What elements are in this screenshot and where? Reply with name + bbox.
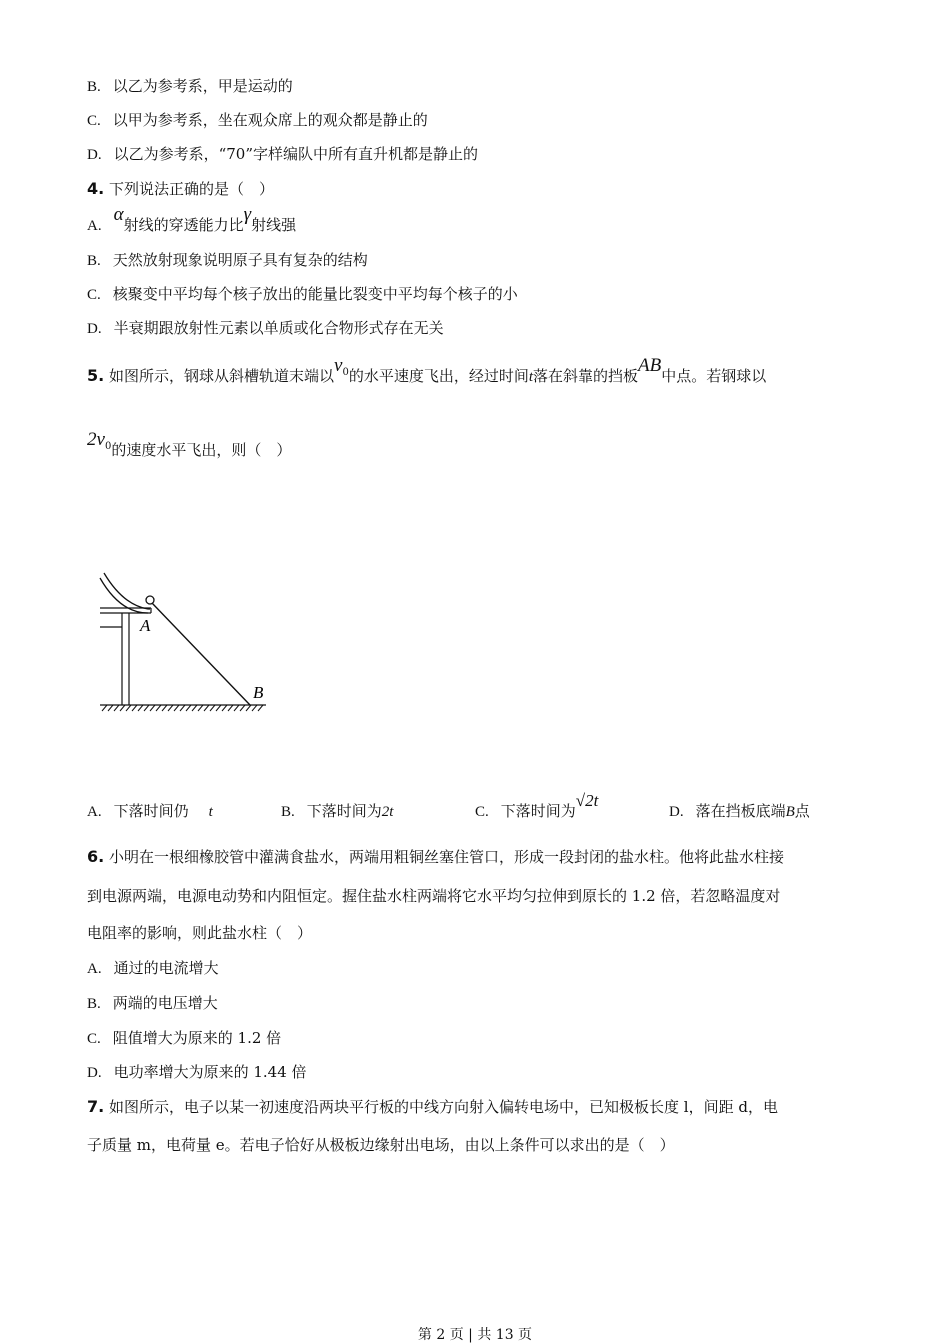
q4-option-a [87, 204, 297, 236]
option-letter: B. [87, 996, 101, 1012]
option-text: 天然放射现象说明原子具有复杂的结构 [112, 251, 368, 269]
gamma-symbol: γ [243, 204, 252, 225]
question-text: 中点。若钢球以 [661, 367, 767, 385]
option-text: 以甲为参考系，坐在观众席上的观众都是静止的 [112, 111, 428, 129]
option-text: 下落时间仍 [113, 802, 189, 820]
label-b: B [253, 683, 264, 702]
q6-option-b [87, 993, 218, 1014]
option-letter: C. [475, 804, 489, 820]
q5-stem-line1 [87, 355, 767, 393]
q4-option-b [87, 250, 368, 271]
option-text: 落在挡板底端 [695, 802, 786, 820]
option-letter: A. [87, 218, 102, 234]
option-text: 两端的电压增大 [112, 994, 218, 1012]
question-text: 小明在一根细橡胶管中灌满食盐水，两端用粗铜丝塞住管口，形成一段封闭的盐水柱。他将此盐水柱接 [109, 848, 785, 866]
q4-stem [87, 179, 274, 199]
option-letter: A. [87, 961, 102, 977]
ab-symbol: AB [638, 355, 662, 376]
question-number: 6. [87, 847, 105, 866]
subscript: 0 [104, 441, 112, 452]
q4-option-c [87, 284, 518, 305]
question-number: 5. [87, 366, 105, 385]
question-text: 的水平速度飞出，经过时间 [348, 367, 529, 385]
option-letter: D. [87, 321, 102, 337]
v0-symbol: v [334, 355, 343, 376]
option-text: 下落时间为 [306, 802, 382, 820]
option-text: 射线强 [251, 216, 297, 234]
q3-option-b [87, 76, 293, 97]
option-letter: D. [669, 804, 684, 820]
option-letter: B. [281, 804, 295, 820]
option-text: 射线的穿透能力比 [123, 216, 244, 234]
q5-option-b [281, 801, 393, 822]
subscript: 0 [342, 367, 349, 378]
option-math: B [785, 804, 795, 820]
2v0-symbol: 2v [87, 429, 105, 450]
option-text: 半衰期跟放射性元素以单质或化合物形式存在无关 [113, 319, 444, 337]
page-footer: 第 2 页 | 共 13 页 [417, 1327, 533, 1343]
ball [146, 596, 154, 604]
option-letter: D. [87, 147, 102, 163]
q3-option-d [87, 144, 478, 165]
question-text: 的速度水平飞出，则（ ） [111, 441, 292, 459]
label-a: A [140, 616, 151, 635]
option-text: 点 [794, 802, 810, 820]
question-text: 下列说法正确的是（ ） [109, 180, 275, 198]
question-number: 4. [87, 179, 105, 198]
q6-stem-line3 [87, 923, 312, 943]
option-text: 阻值增大为原来的 1.2 倍 [112, 1029, 282, 1047]
question-text: 电阻率的影响，则此盐水柱（ ） [87, 924, 313, 942]
question-text: 子质量 m，电荷量 e。若电子恰好从极板边缘射出电场，由以上条件可以求出的是（ ） [87, 1136, 675, 1154]
q5-option-c [475, 791, 599, 822]
alpha-symbol: α [113, 204, 124, 225]
q6-option-d [87, 1062, 307, 1083]
option-text: 电功率增大为原来的 1.44 倍 [113, 1063, 307, 1081]
question-number: 7. [87, 1097, 105, 1116]
option-letter: D. [87, 1065, 102, 1081]
option-text: 以乙为参考系，“70”字样编队中所有直升机都是静止的 [113, 145, 479, 163]
option-letter: B. [87, 79, 101, 95]
option-text: 通过的电流增大 [113, 959, 219, 977]
t-symbol: t [528, 369, 534, 385]
q6-option-c [87, 1028, 281, 1049]
question-text: 落在斜靠的挡板 [533, 367, 639, 385]
option-letter: A. [87, 804, 102, 820]
option-math: 2t [381, 804, 394, 820]
option-letter: C. [87, 287, 101, 303]
option-math: t [208, 804, 213, 820]
board-ab [152, 603, 250, 705]
q5-option-d [669, 801, 810, 822]
q4-option-d [87, 318, 444, 339]
option-text: 核聚变中平均每个核子放出的能量比裂变中平均每个核子的小 [112, 285, 518, 303]
option-letter: C. [87, 113, 101, 129]
question-text: 如图所示，电子以某一初速度沿两块平行板的中线方向射入偏转电场中，已知极板长度 l，间距 d，电 [109, 1098, 778, 1116]
q7-stem-line1 [87, 1097, 778, 1117]
q7-stem-line2 [87, 1135, 675, 1155]
option-text: 以乙为参考系，甲是运动的 [112, 77, 293, 95]
ramp-figure [98, 565, 273, 715]
q6-stem-line1 [87, 847, 784, 867]
option-letter: C. [87, 1031, 101, 1047]
option-math: √2t [575, 791, 599, 810]
q3-option-c [87, 110, 428, 131]
question-text: 到电源两端，电源电动势和内阻恒定。握住盐水柱两端将它水平均匀拉伸到原长的 1.2 倍，若忽略温度对 [87, 887, 781, 905]
question-text: 如图所示，钢球从斜槽轨道末端以 [109, 367, 335, 385]
option-letter: B. [87, 253, 101, 269]
q5-stem-line2 [87, 429, 292, 467]
q6-option-a [87, 958, 219, 979]
q5-option-a [87, 801, 213, 822]
q6-stem-line2 [87, 886, 780, 906]
option-text: 下落时间为 [500, 802, 576, 820]
